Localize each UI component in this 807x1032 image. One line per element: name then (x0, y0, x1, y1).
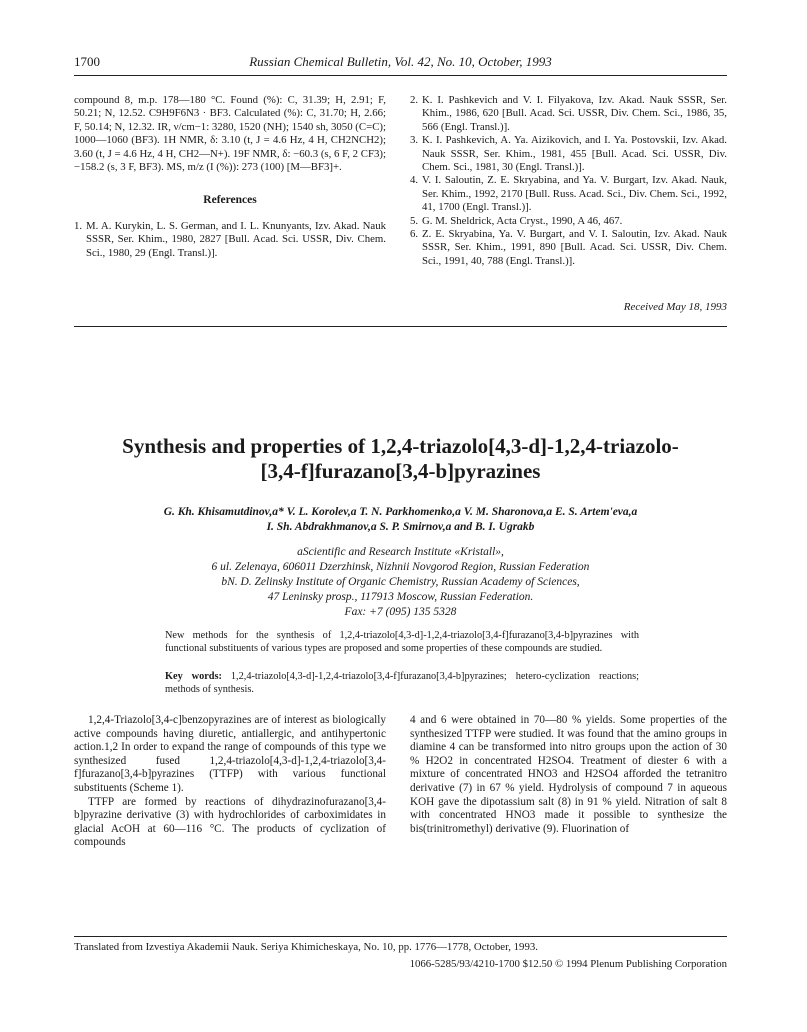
footer-rule (74, 936, 727, 937)
reference-number: 3. (410, 134, 419, 147)
reference-text: G. M. Sheldrick, Acta Cryst., 1990, A 46, 467. (422, 214, 623, 227)
page-number: 1700 (74, 54, 100, 69)
article-separator-rule (74, 326, 727, 327)
article-title (74, 434, 727, 484)
keywords (165, 671, 639, 696)
reference-text: K. I. Pashkevich and V. I. Filyakova, Izv. Akad. Nauk SSSR, Ser. Khim., 1986, 620 [Bull. Acad. Sci. USSR, Div. Chem. Sci., 1986, 35, 566 (Engl. Transl.)]. (422, 94, 727, 133)
body-paragraph: 1,2,4-Triazolo[3,4-c]benzopyrazines are of interest as biologically active compounds having diuretic, antiallergic, and antihypertonic action.1,2 In order to expand the range of compounds of this type we synthesized fused 1,2,4-triazolo[4,3-d]-1,2,4-triazolo[3,4-f]furazano[3,4-b]pyrazines (TTFP) with various functional substituents (Scheme 1). (74, 714, 386, 794)
author-list (80, 505, 721, 535)
reference-number: 1. (74, 219, 83, 232)
reference-number: 2. (410, 94, 419, 106)
prev-article-right-column (410, 94, 727, 268)
reference-item (410, 134, 727, 174)
reference-text: Z. E. Skryabina, Ya. V. Burgart, and V. I. Saloutin, Izv. Akad. Nauk SSSR, Ser. Khim., 1991, 890 [Bull. Acad. Sci. USSR, Div. Chem. Sci., 1991, 40, 788 (Engl. Transl.)]. (422, 228, 727, 267)
abstract: New methods for the synthesis of 1,2,4-triazolo[4,3-d]-1,2,4-triazolo[3,4-f]furazano[3,4-b]pyrazines with functional substituents of various types are proposed and some properties of these compounds are studied. (165, 630, 639, 654)
title-line-1: Synthesis and properties of 1,2,4-triazolo[4,3-d]-1,2,4-triazolo- (122, 434, 679, 458)
reference-item (410, 174, 727, 214)
translation-note: Translated from Izvestiya Akademii Nauk. Seriya Khimicheskaya, No. 10, pp. 1776—1778, October, 1993. (74, 941, 538, 953)
affiliation-line: 47 Leninsky prosp., 117913 Moscow, Russian Federation. (267, 591, 534, 603)
affiliation-line: bN. D. Zelinsky Institute of Organic Chemistry, Russian Academy of Sciences, (221, 576, 580, 588)
body-right-column (410, 714, 727, 836)
reference-item (410, 94, 727, 134)
compound-data-paragraph: compound 8, m.p. 178—180 °C. Found (%): C, 31.39; H, 2.91; F, 50.21; N, 12.52. C9H9F6N3 · BF3. Calculated (%): C, 31.70; H, 2.66; F, 50.14; N, 12.32. IR, ν/cm−1: 3280, 1520 (NH); 1540 sh, 3050 (C=C); 1000—1060 (BF3). 1H NMR, δ: 3.10 (t, J = 4.6 Hz, 4 H, CH2NCH2); 3.60 (t, J = 4.6 Hz, 4 H, CH2—N+). 19F NMR, δ: −60.3 (s, 6 F, 2 CF3); −158.2 (s, 3 F, BF3). MS, m/z (I (%)): 273 (100) [M—BF3]+. (74, 94, 386, 174)
reference-number: 4. (410, 174, 419, 187)
body-paragraph: 4 and 6 were obtained in 70—80 % yields. Some properties of the synthesized TTFP were studied. It was found that the amino groups in diamine 4 can be transformed into nitro groups upon the action of 30 % H2O2 in concentrated H2SO4. Treatment of diester 6 with a mixture of concentrated HNO3 and H2SO4 afforded the tetranitro derivative (7) in 67 % yield. Hydrolysis of compound 7 in aqueous KOH gave the dipotassium salt (8) in 91 % yield. Nitration of salt 8 with concentrated HNO3 made it possible to synthesize the bis(trinitromethyl) derivative (9). Fluorination of (410, 714, 727, 835)
affiliation-line: aScientific and Research Institute «Kristall», (297, 546, 504, 558)
affiliations (80, 545, 721, 620)
reference-text: K. I. Pashkevich, A. Ya. Aizikovich, and I. Ya. Postovskii, Izv. Akad. Nauk SSSR, Ser. Khim., 1981, 455 [Bull. Acad. Sci. USSR, Div. Chem. Sci., 1981, 30 (Engl. Transl.)]. (422, 134, 727, 174)
keywords-label: Key words: (165, 671, 222, 682)
received-date: Received May 18, 1993 (623, 301, 727, 313)
reference-item (410, 215, 727, 228)
copyright-line: 1066-5285/93/4210-1700 $12.50 © 1994 Plenum Publishing Corporation (409, 958, 727, 970)
reference-number: 6. (410, 228, 419, 241)
reference-item (74, 220, 386, 260)
affiliation-line: Fax: +7 (095) 135 5328 (344, 606, 457, 618)
journal-citation: Russian Chemical Bulletin, Vol. 42, No. 10, October, 1993 (249, 54, 552, 69)
reference-number: 5. (410, 214, 419, 227)
reference-text: V. I. Saloutin, Z. E. Skryabina, and Ya. V. Burgart, Izv. Akad. Nauk, Ser. Khim., 1992, 2170 [Bull. Russ. Acad. Sci., Div. Chem. Sci., 1992, 41, 1700 (Engl. Transl.)]. (422, 174, 727, 214)
reference-text: M. A. Kurykin, L. S. German, and I. L. Knunyants, Izv. Akad. Nauk SSSR, Ser. Khim., 1980, 2827 [Bull. Acad. Sci. USSR, Div. Chem. Sci., 1980, 29 (Engl. Transl.)]. (86, 219, 386, 259)
references-heading: References (203, 194, 257, 207)
running-header (74, 54, 727, 74)
body-paragraph: TTFP are formed by reactions of dihydrazinofurazano[3,4-b]pyrazine derivative (3) with hydrochlorides of carboximidates in glacial AcOH at 60—116 °C. The products of cyclization of compounds (74, 795, 386, 849)
title-line-2: [3,4-f]furazano[3,4-b]pyrazines (260, 459, 541, 483)
authors-line-1: G. Kh. Khisamutdinov,a* V. L. Korolev,a T. N. Parkhomenko,a V. M. Sharonova,a E. S. Artem'eva,a (163, 506, 638, 518)
prev-article-left-column (74, 94, 386, 260)
keywords-text: 1,2,4-triazolo[4,3-d]-1,2,4-triazolo[3,4-f]furazano[3,4-b]pyrazines; hetero-cyclization reactions; methods of synthesis. (165, 671, 639, 695)
affiliation-line: 6 ul. Zelenaya, 606011 Dzerzhinsk, Nizhnii Novgorod Region, Russian Federation (211, 561, 590, 573)
body-left-column (74, 714, 386, 850)
header-rule (74, 75, 727, 76)
authors-line-2: I. Sh. Abdrakhmanov,a S. P. Smirnov,a and B. I. Ugrakb (266, 521, 535, 533)
reference-item (410, 228, 727, 268)
